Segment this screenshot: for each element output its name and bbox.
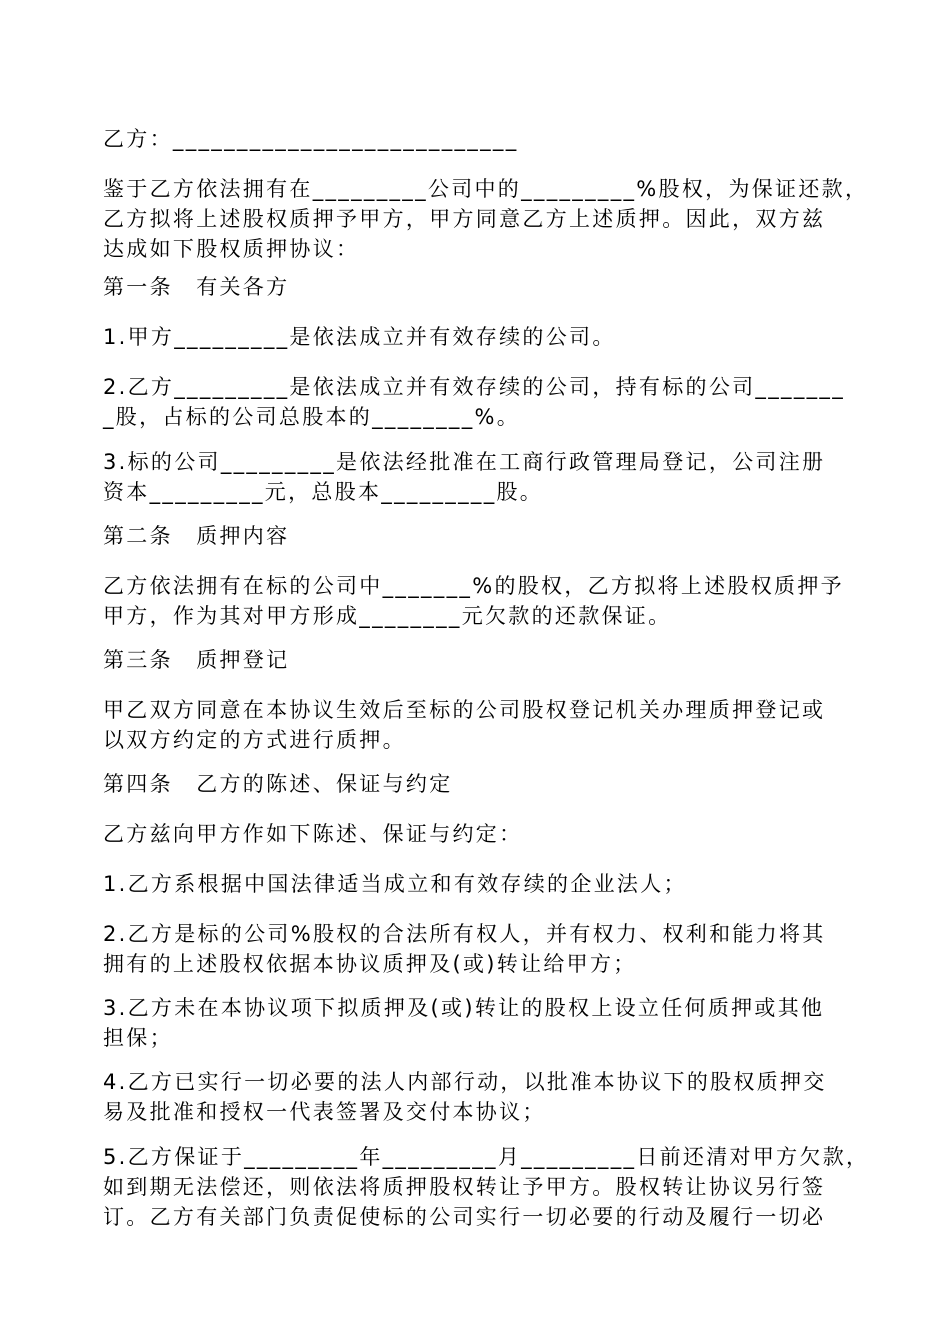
preamble-paragraph — [103, 174, 869, 264]
article-4-title — [103, 769, 855, 799]
party-b-line — [103, 124, 855, 154]
text-line: 甲乙双方同意在本协议生效后至标的公司股权登记机关办理质押登记或 — [103, 698, 826, 722]
article-1-item-2 — [103, 372, 855, 432]
text-line: 乙方兹向甲方作如下陈述、保证与约定： — [103, 822, 523, 846]
text-line: 2.乙方_________是依法成立并有效存续的公司，持有标的公司_______ — [103, 375, 846, 399]
text-line: 资本_________元，总股本_________股。 — [103, 480, 544, 504]
article-4-item-2 — [103, 919, 855, 979]
text-line: _股，占标的公司总股本的________%。 — [103, 405, 521, 429]
article-4-item-1 — [103, 869, 855, 899]
text-line: 1.甲方_________是依法成立并有效存续的公司。 — [103, 325, 616, 349]
text-line: 5.乙方保证于_________年_________月_________日前还清对甲方欠款， — [103, 1145, 870, 1169]
text-line: 如到期无法偿还，则依法将质押股权转让予甲方。股权转让协议另行签 — [103, 1175, 826, 1199]
article-3-title — [103, 645, 855, 675]
article-1-item-3 — [103, 447, 855, 507]
article-4-item-4 — [103, 1067, 855, 1127]
article-2-body — [103, 571, 855, 631]
text-line: 乙方依法拥有在标的公司中_______%的股权，乙方拟将上述股权质押予 — [103, 574, 844, 598]
text-line: 2.乙方是标的公司%股权的合法所有权人，并有权力、权利和能力将其 — [103, 922, 826, 946]
text-line: 订。乙方有关部门负责促使标的公司实行一切必要的行动及履行一切必 — [103, 1205, 826, 1229]
text-line: 1.乙方系根据中国法律适当成立和有效存续的企业法人； — [103, 872, 687, 896]
section-heading: 第三条 质押登记 — [103, 648, 290, 672]
text-line: 担保； — [103, 1026, 173, 1050]
text-line: 乙方拟将上述股权质押予甲方，甲方同意乙方上述质押。因此，双方兹 — [103, 207, 826, 231]
text-line: 4.乙方已实行一切必要的法人内部行动，以批准本协议下的股权质押交 — [103, 1070, 827, 1094]
text-line: 以双方约定的方式进行质押。 — [103, 728, 406, 752]
text-line: 拥有的上述股权依据本协议质押及(或)转让给甲方； — [103, 952, 637, 976]
article-4-item-5 — [103, 1142, 870, 1232]
section-heading: 第一条 有关各方 — [103, 275, 290, 299]
text-line: 易及批准和授权一代表签署及交付本协议； — [103, 1100, 546, 1124]
article-1-title — [103, 272, 855, 302]
text-line: 达成如下股权质押协议： — [103, 237, 360, 261]
text-line: 鉴于乙方依法拥有在_________公司中的_________%股权，为保证还款， — [103, 177, 869, 201]
article-3-body — [103, 695, 855, 755]
text-line: 甲方，作为其对甲方形成________元欠款的还款保证。 — [103, 604, 672, 628]
article-4-item-3 — [103, 993, 855, 1053]
text-line: 3.乙方未在本协议项下拟质押及(或)转让的股权上设立任何质押或其他 — [103, 996, 825, 1020]
text-line: 乙方：___________________________ — [103, 127, 519, 151]
article-2-title — [103, 521, 855, 551]
article-4-intro — [103, 819, 855, 849]
section-heading: 第二条 质押内容 — [103, 524, 290, 548]
section-heading: 第四条 乙方的陈述、保证与约定 — [103, 772, 453, 796]
text-line: 3.标的公司_________是依法经批准在工商行政管理局登记，公司注册 — [103, 450, 826, 474]
article-1-item-1 — [103, 322, 855, 352]
